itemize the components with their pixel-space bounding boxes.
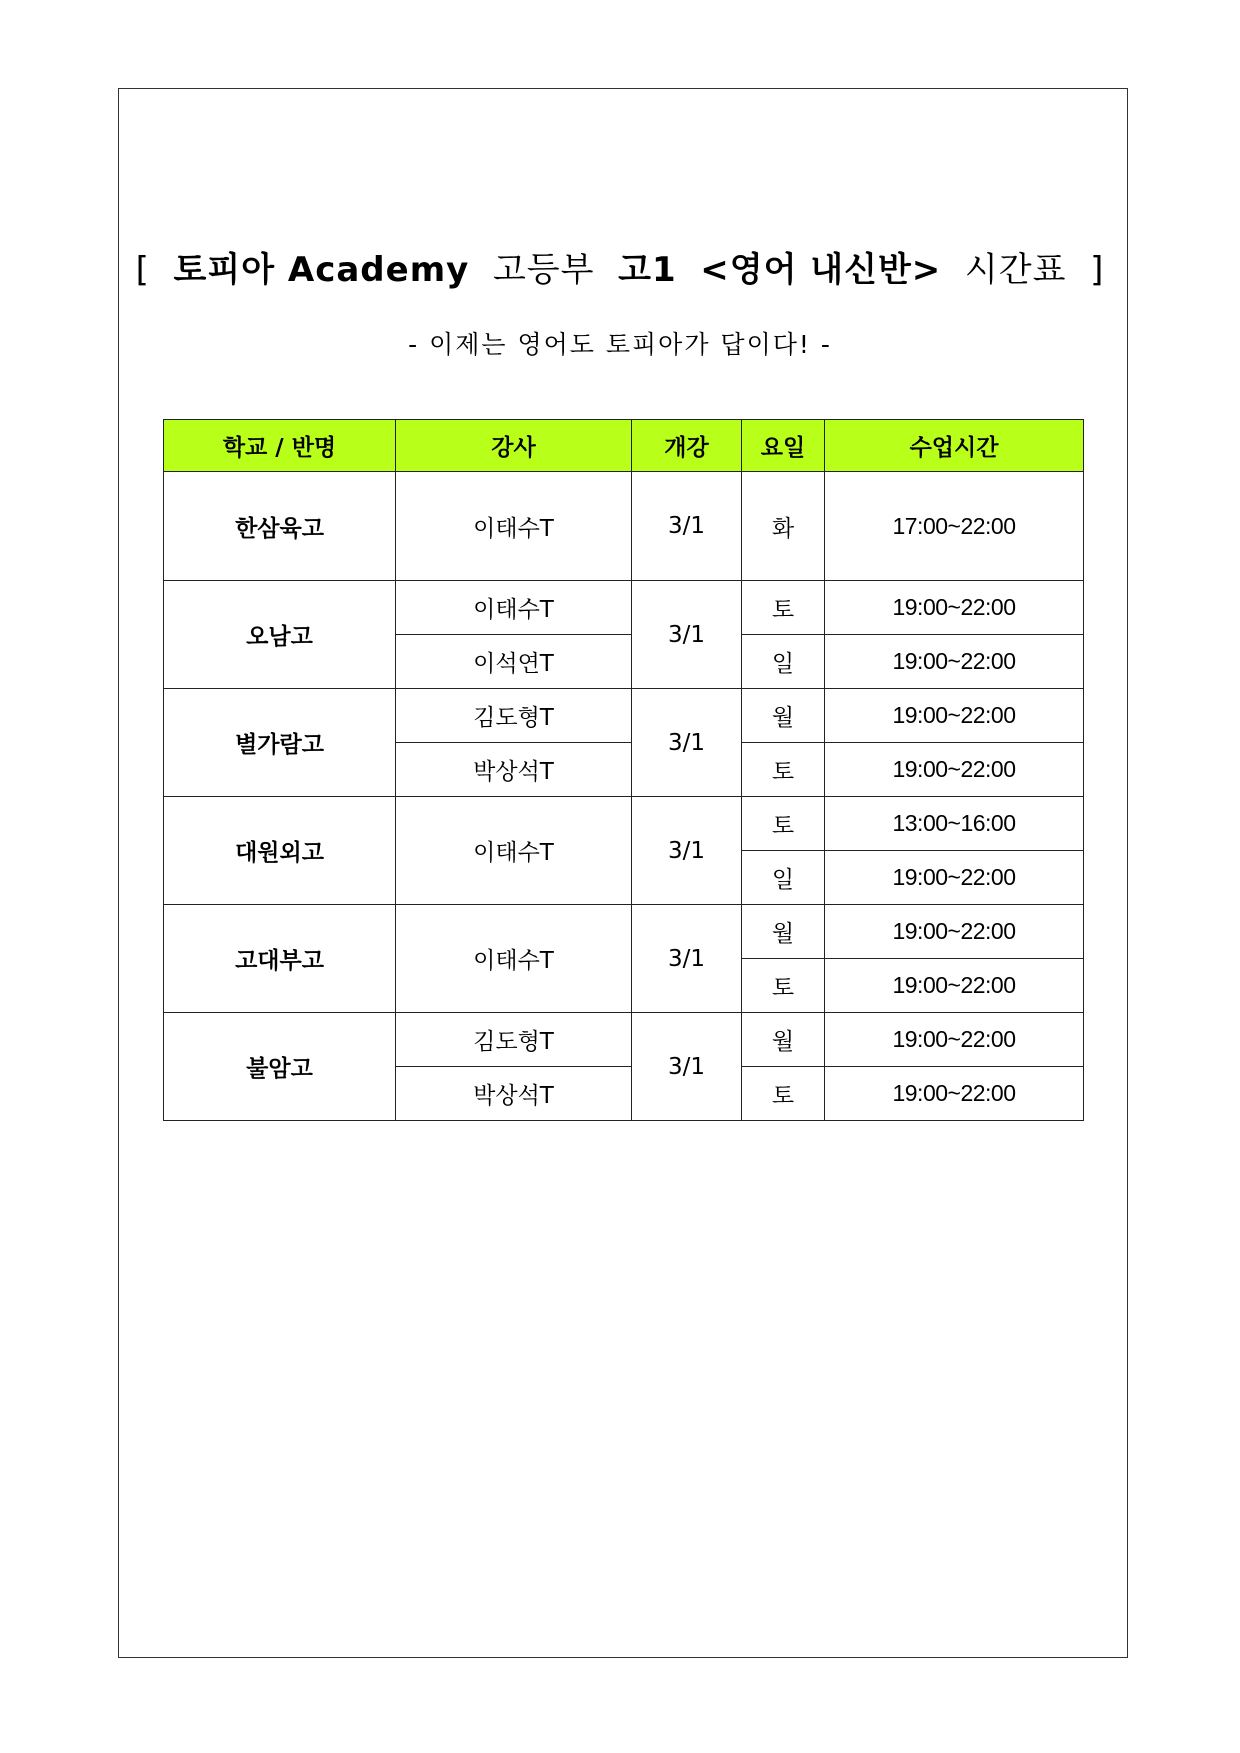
teacher-cell: 김도형T	[396, 1013, 632, 1067]
school-name: 오남고	[164, 581, 396, 689]
teacher-cell: 박상석T	[396, 1067, 632, 1121]
title-division: 고등부	[492, 250, 595, 290]
school-name: 불암고	[164, 1013, 396, 1121]
header-day: 요일	[742, 420, 825, 472]
day-cell: 토	[742, 581, 825, 635]
school-name: 대원외고	[164, 797, 396, 905]
open-date-cell: 3/1	[632, 581, 742, 689]
table-row	[164, 689, 1084, 743]
school-name: 한삼육고	[164, 472, 396, 581]
teacher-cell: 이태수T	[396, 905, 632, 1013]
time-cell: 19:00~22:00	[825, 635, 1084, 689]
table-row	[164, 797, 1084, 851]
day-cell: 월	[742, 905, 825, 959]
title-open-bracket: [	[135, 250, 150, 290]
teacher-cell: 박상석T	[396, 743, 632, 797]
header-class-time: 수업시간	[825, 420, 1084, 472]
table-row	[164, 581, 1084, 635]
title-grade: 고1	[618, 250, 677, 290]
open-date-cell: 3/1	[632, 472, 742, 581]
teacher-cell: 이태수T	[396, 581, 632, 635]
school-name: 별가람고	[164, 689, 396, 797]
table-row	[164, 905, 1084, 959]
day-cell: 월	[742, 1013, 825, 1067]
header-school: 학교 / 반명	[164, 420, 396, 472]
title-brand: 토피아 Academy	[173, 250, 470, 290]
title-course: <영어 내신반>	[700, 250, 942, 290]
day-cell: 토	[742, 959, 825, 1013]
open-date-cell: 3/1	[632, 1013, 742, 1121]
day-cell: 일	[742, 635, 825, 689]
title-suffix: 시간표	[964, 250, 1067, 290]
time-cell: 17:00~22:00	[825, 472, 1084, 581]
time-cell: 19:00~22:00	[825, 581, 1084, 635]
open-date-cell: 3/1	[632, 905, 742, 1013]
table-row	[164, 1013, 1084, 1067]
day-cell: 토	[742, 797, 825, 851]
school-name: 고대부고	[164, 905, 396, 1013]
day-cell: 토	[742, 743, 825, 797]
day-cell: 화	[742, 472, 825, 581]
time-cell: 19:00~22:00	[825, 1067, 1084, 1121]
time-cell: 19:00~22:00	[825, 851, 1084, 905]
page-title	[0, 245, 1240, 295]
title-close-bracket: ]	[1090, 250, 1105, 290]
time-cell: 13:00~16:00	[825, 797, 1084, 851]
open-date-cell: 3/1	[632, 797, 742, 905]
page-subtitle: - 이제는 영어도 토피아가 답이다! -	[408, 330, 832, 359]
day-cell: 일	[742, 851, 825, 905]
teacher-cell: 이석연T	[396, 635, 632, 689]
teacher-cell: 이태수T	[396, 797, 632, 905]
header-teacher: 강사	[396, 420, 632, 472]
time-cell: 19:00~22:00	[825, 959, 1084, 1013]
timetable	[163, 419, 1084, 1121]
time-cell: 19:00~22:00	[825, 905, 1084, 959]
teacher-cell: 이태수T	[396, 472, 632, 581]
day-cell: 월	[742, 689, 825, 743]
header-open-date: 개강	[632, 420, 742, 472]
teacher-cell: 김도형T	[396, 689, 632, 743]
time-cell: 19:00~22:00	[825, 743, 1084, 797]
time-cell: 19:00~22:00	[825, 689, 1084, 743]
time-cell: 19:00~22:00	[825, 1013, 1084, 1067]
table-header-row	[164, 420, 1084, 472]
open-date-cell: 3/1	[632, 689, 742, 797]
day-cell: 토	[742, 1067, 825, 1121]
table-row	[164, 472, 1084, 581]
